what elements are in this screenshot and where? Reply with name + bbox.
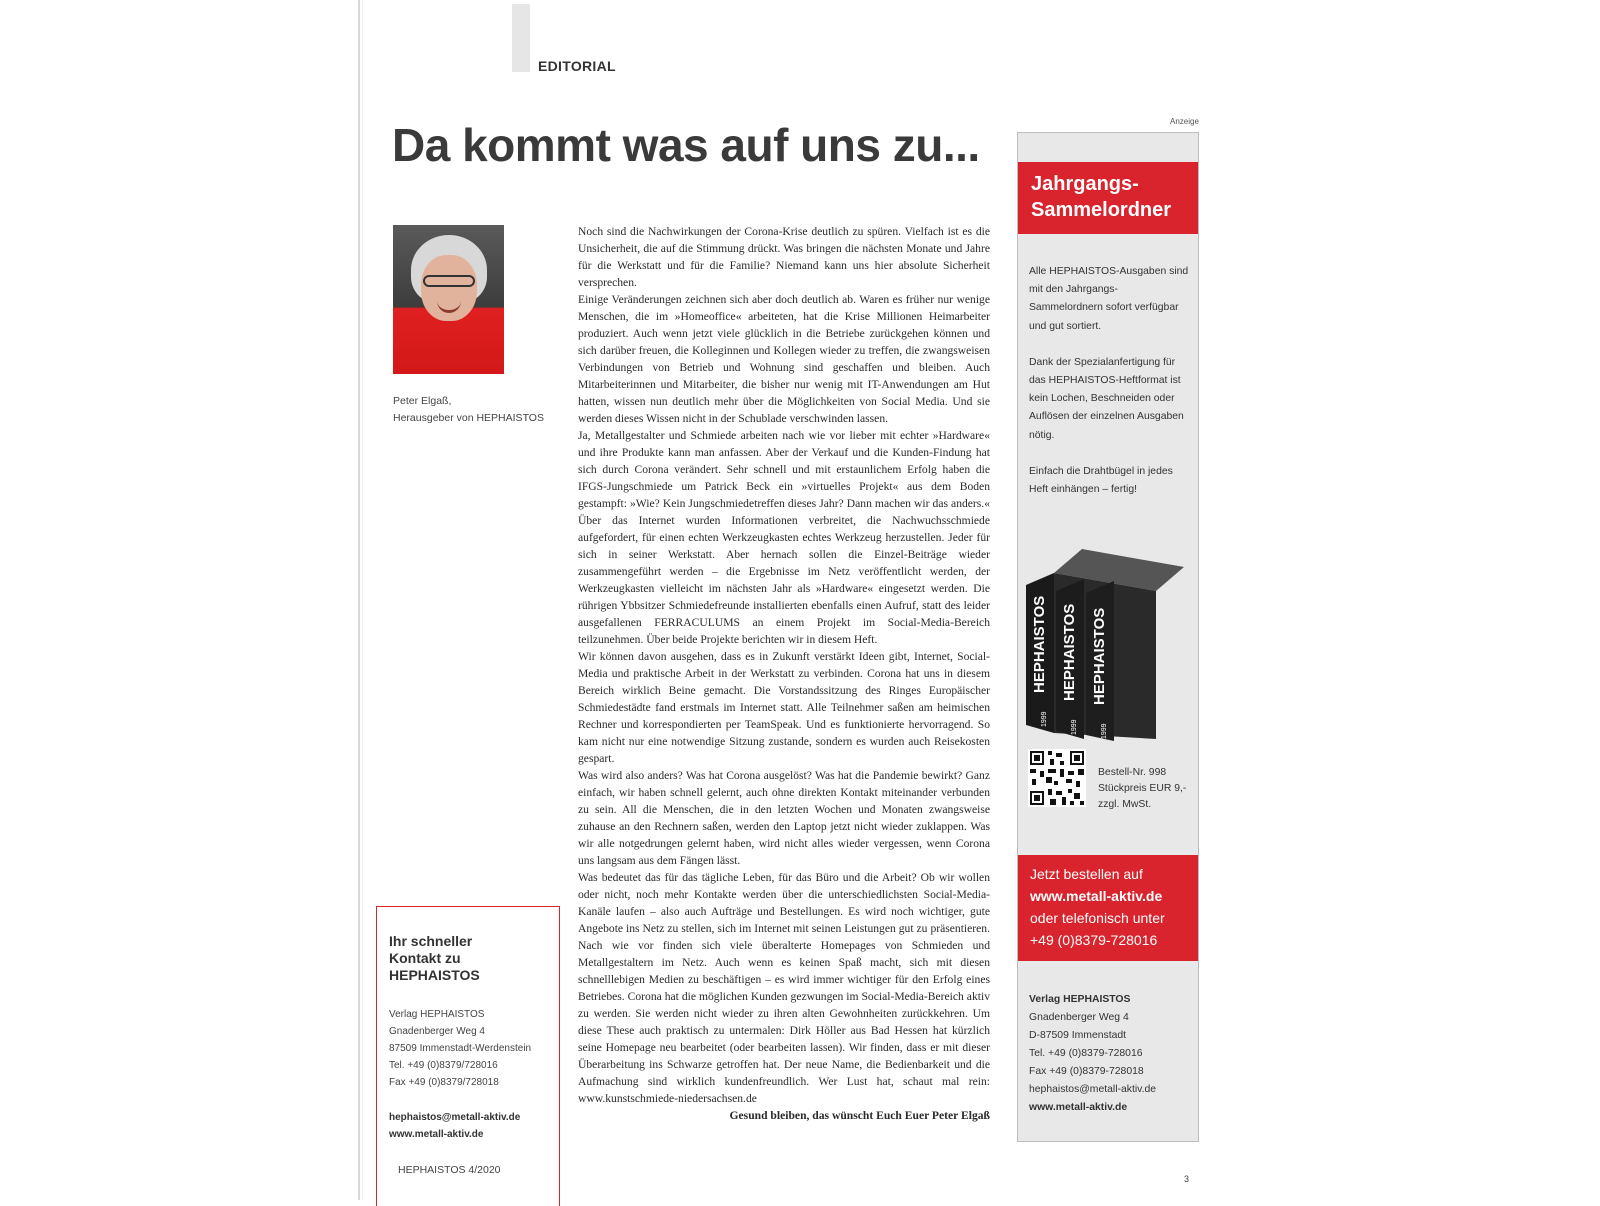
- binder-label: HEPHAISTOS: [1091, 607, 1108, 705]
- contact-address: [389, 1006, 559, 1091]
- ad-addr-tel: Tel. +49 (0)8379-728016: [1029, 1048, 1143, 1059]
- ad-text-1: Alle HEPHAISTOS-Ausgaben sind mit den Jahrgangs-Sammelordnern sofort verfügbar und gut sortiert.: [1029, 266, 1189, 332]
- contact-online: [389, 1109, 559, 1143]
- article-signoff: Gesund bleiben, das wünscht Euch Euer Peter Elgaß: [729, 1109, 990, 1122]
- photo-glasses-shape: [423, 275, 475, 287]
- order-tax: zzgl. MwSt.: [1098, 799, 1152, 810]
- binder-2: [1056, 579, 1084, 739]
- ad-addr-street: Gnadenberger Weg 4: [1029, 1012, 1129, 1023]
- contact-box: [376, 906, 560, 1206]
- advertisement: [1017, 132, 1199, 1142]
- article-paragraph: Wir können davon ausgehen, dass es in Zukunft verstärkt Ideen gibt, Internet, Social-Media und praktische Arbeit in der Werkstatt zu verbinden. Corona hat uns in diesem Bereich wirklich Beine gemacht. Die Vorstandssitzung des Ringes Europäischer Schmiedestädte fand erstmals im Internet statt. Alle Teilnehmer saßen am heimischen Rechner und korrespondierten per TeamSpeak. Und es funktionierte hervorragend. So kam nicht nur eine notwendige Sitzung zustande, sondern es wurden auch Reisekosten gespart.: [578, 650, 990, 765]
- article-paragraph: Was wird also anders? Was hat Corona ausgelöst? Was hat die Pandemie bewirkt? Ganz einfach, wir haben schnell gelernt, auch ohne direkten Kontakt miteinander verbunden zu sein. All die Menschen, die in den letzten Wochen und Monaten zwangsweise zuhause an den Rechnern saßen, werden den Laptop jetzt nicht wieder zuklappen. Was wir alle notgedrungen gelernt haben, wird nicht alles wieder vergessen, wenn Corona uns langsam aus dem Fängen lässt.: [578, 769, 990, 867]
- contact-city: 87509 Immenstadt-Werdenstein: [389, 1043, 532, 1054]
- page-title: Da kommt was auf uns zu...: [392, 119, 980, 171]
- contact-publisher: Verlag HEPHAISTOS: [389, 1009, 485, 1020]
- binder-label: HEPHAISTOS: [1031, 595, 1048, 693]
- cta-line-3: oder telefonisch unter: [1030, 910, 1165, 926]
- ad-text-2: Dank der Spezialanfertigung für das HEPHAISTOS-Heftformat ist kein Lochen, Beschneiden oder Auflösen der einzelnen Ausgaben nötig.: [1029, 356, 1184, 441]
- page-fold-shadow: [362, 0, 363, 1200]
- binders-illustration: [1024, 543, 1194, 743]
- order-price: Stückpreis EUR 9,-: [1098, 783, 1187, 794]
- article-paragraph: Noch sind die Nachwirkungen der Corona-Krise deutlich zu spüren. Vielfach ist es die Unsicherheit, die auf die Stimmung drückt. Was bringen die nächsten Monate und Jahre für die Werkstatt und für die Familie? Niemand kann uns hier absolute Sicherheit versprechen.: [578, 225, 990, 289]
- contact-email-link[interactable]: hephaistos@metall-aktiv.de: [389, 1112, 521, 1123]
- binder-label: HEPHAISTOS: [1061, 603, 1078, 701]
- ad-addr-web-link[interactable]: www.metall-aktiv.de: [1029, 1102, 1128, 1113]
- article-paragraph: Was bedeutet das für das tägliche Leben, für das Büro und die Arbeit? Ob wir wollen oder nicht, noch mehr Kontakte werden über die unterschiedlichsten Social-Media-Kanäle laufen – also auch Aufträge und Bestellungen. Es wird noch wichtiger, gute Angebote ins Netz zu stellen, sich im Internet mit seinen Leistungen gut zu präsentieren. Nach wie vor finden sich viele überalterte Homepages von Schmieden und Metallgestaltern im Netz. Auch wenn es keinen Spaß macht, sich mit diesen schnelllebigen Medien zu beschäftigen – es wird immer wichtiger für den Erfolg eines Betriebes. Corona hat die möglichen Kunden gezwungen im Social-Media-Bereich aktiv zu werden. Sie werden nicht wieder zu ihren alten Gewohnheiten zurückkehren. Um diese These auch praktisch zu untermalen: Dirk Höller aus Bad Hessen hat kürzlich seine Homepage neu bearbeitet (oder bearbeiten lassen). Wir finden, dass er mit dieser Überarbeitung ins Schwarze getroffen hat. Der neue Name, die Bedienbarkeit und die Aufmachung sind wirklich kundenfreundlich. Wer Lust hat, schaut mal rein: www.kunstschmiede-niedersachsen.de: [578, 871, 990, 1105]
- article-body: [578, 223, 990, 1124]
- binder-3: [1086, 581, 1114, 741]
- binder-year: 1999: [1041, 711, 1048, 727]
- cta-line-1: Jetzt bestellen auf: [1030, 866, 1143, 882]
- issue-label: HEPHAISTOS 4/2020: [398, 1164, 501, 1176]
- caption-name: Peter Elgaß,: [393, 395, 452, 407]
- binder-year: 1999: [1071, 719, 1078, 735]
- contact-tel: Tel. +49 (0)8379/728016: [389, 1060, 498, 1071]
- contact-web-link[interactable]: www.metall-aktiv.de: [389, 1129, 484, 1140]
- photo-caption: [393, 393, 544, 427]
- ad-addr-publisher: Verlag HEPHAISTOS: [1029, 994, 1131, 1005]
- ad-call-to-action: [1018, 855, 1198, 961]
- ad-title-line-2: Sammelordner: [1031, 199, 1172, 221]
- contact-fax: Fax +49 (0)8379/728018: [389, 1077, 499, 1088]
- ad-title-line-1: Jahrgangs-: [1031, 173, 1139, 195]
- cta-url-link[interactable]: www.metall-aktiv.de: [1030, 888, 1163, 904]
- article-paragraph: Einige Veränderungen zeichnen sich aber doch deutlich ab. Waren es früher nur wenige Menschen, die im »Homeoffice« arbeiteten, hat die Krise Millionen Heimarbeiter produziert. Auch wenn jetzt viele glücklich in die Betriebe zurückgehen können und sich darüber freuen, die Kolleginnen und Kollegen wieder zu treffen, die zwangsweisen Verbindungen von Betrieb und Wohnung sind geschaffen und bleiben. Auch Mitarbeiterinnen und Mitarbeiter, die bisher nur wenig mit IT-Anwendungen am Hut hatten, wissen nun deutlich mehr über die Möglichkeiten von Social Media. Und sie werden dieses Wissen nicht in der Schublade verschwinden lassen.: [578, 293, 990, 425]
- cta-phone: +49 (0)8379-728016: [1030, 932, 1158, 948]
- page-fold-edge: [358, 0, 360, 1200]
- ad-tag: Anzeige: [1170, 117, 1199, 126]
- ad-addr-email-link[interactable]: hephaistos@metall-aktiv.de: [1029, 1084, 1157, 1095]
- ad-addr-city: D-87509 Immenstadt: [1029, 1030, 1127, 1041]
- ad-text-3: Einfach die Drahtbügel in jedes Heft einhängen – fertig!: [1029, 465, 1173, 496]
- ad-addr-fax: Fax +49 (0)8379-728018: [1029, 1066, 1144, 1077]
- page-number: 3: [1184, 1174, 1190, 1184]
- caption-role: Herausgeber von HEPHAISTOS: [393, 412, 544, 424]
- author-photo: [393, 225, 504, 374]
- binder-year: 1999: [1101, 723, 1108, 739]
- order-number: Bestell-Nr. 998: [1098, 767, 1167, 778]
- ad-address: [1029, 991, 1156, 1117]
- ad-title: [1018, 162, 1198, 234]
- ad-description: [1029, 263, 1191, 517]
- section-label: EDITORIAL: [538, 58, 616, 74]
- article-paragraph: Ja, Metallgestalter und Schmiede arbeiten nach wie vor lieber mit echter »Hardware« und ihre Produkte kann man anfassen. Aber der Verkauf und die Kunden-Findung hat sich durch Corona verändert. Sehr schnell und mit erstaunlichem Erfolg haben die IFGS-Jungschmiede um Patrick Beck ein »virtuelles Projekt« aus dem Boden gestampft: »Wie? Kein Jungschmiedetreffen dieses Jahr? Dann machen wir das anders.« Über das Internet wurden Informationen verbreitet, die Nachwuchsschmiede aufgefordert, für einen echten Werkzeugkasten echtes Werkzeug herzustellen. Jeder für sich in seiner Werkstatt. Aber hernach sollen die Einzel-Beiträge wieder zusammengeführt werden – die Ergebnisse im Netz veröffentlicht werden, der Werkzeugkasten vielleicht im nächsten Jahr als »Hardware« eingesetzt werden. Die rührigen Ybbsitzer Schmiedefreunde installierten ebenfalls einen Aufruf, statt des leider ausgefallenen FERRACULUMS an einem Projekt im Social-Media-Bereich teilzunehmen. Über beide Projekte berichten wir in diesem Heft.: [578, 429, 990, 646]
- section-marker-bar: [512, 4, 530, 72]
- contact-street: Gnadenberger Weg 4: [389, 1026, 485, 1037]
- contact-title: Ihr schneller Kontakt zu HEPHAISTOS: [389, 933, 480, 983]
- order-info: [1098, 765, 1186, 813]
- qr-code-icon[interactable]: [1028, 749, 1086, 807]
